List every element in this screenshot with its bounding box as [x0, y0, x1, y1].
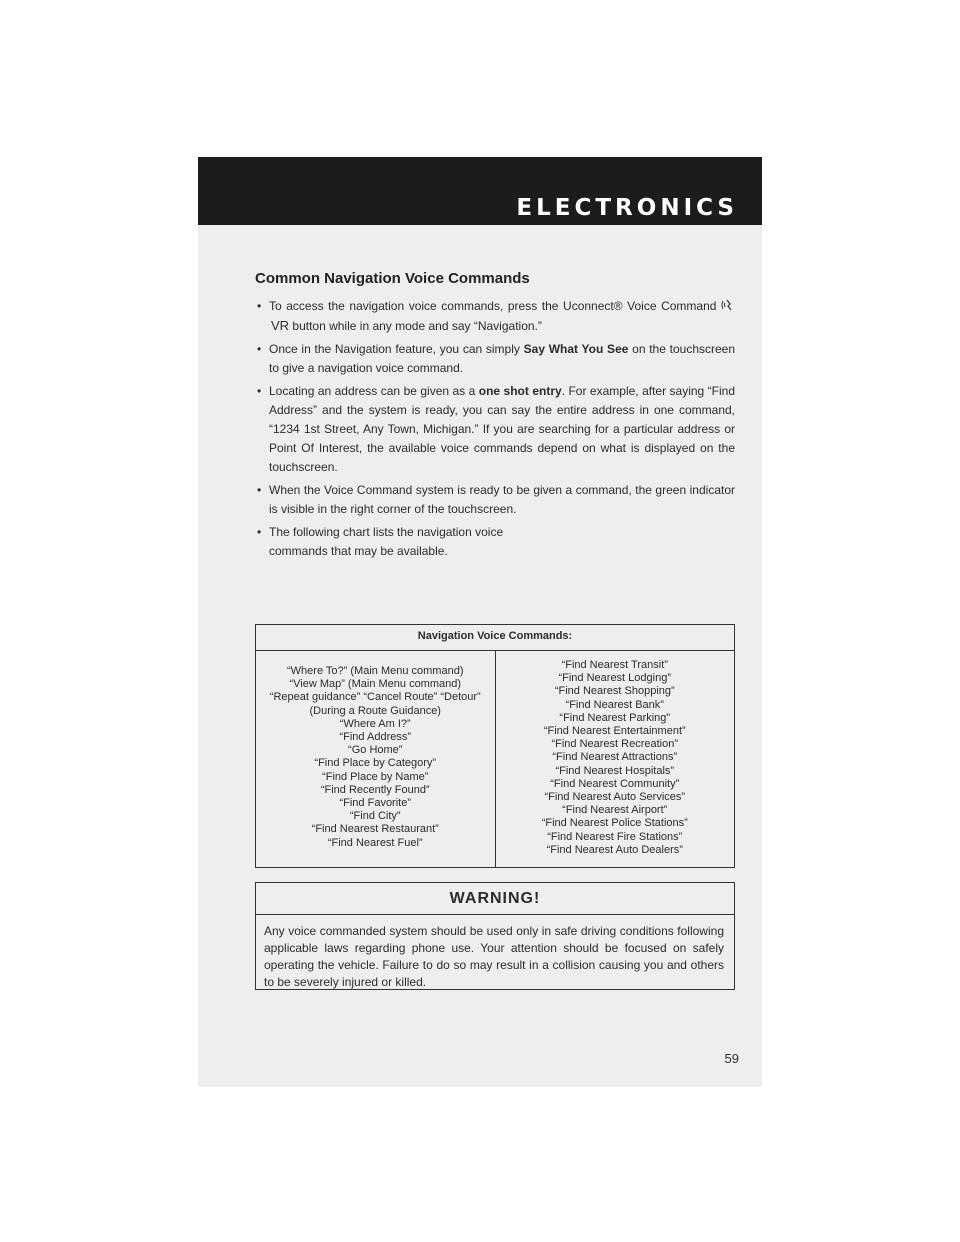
bullet-item: • To access the navigation voice commands, press the Uconnect® Voice Command VR button while in any mode and say “Navigation.”	[255, 297, 735, 336]
command-item: “Find Nearest Recreation”	[551, 738, 679, 751]
command-item: “Go Home”	[348, 744, 403, 757]
bullet-item: • The following chart lists the navigation voice commands that may be available.	[255, 523, 529, 561]
command-item: “Repeat guidance” “Cancel Route” “Detour”	[269, 691, 481, 704]
command-item: “Find Favorite”	[339, 797, 412, 810]
command-item: (During a Route Guidance)	[309, 704, 441, 717]
command-item: “Find Nearest Fuel”	[327, 836, 423, 849]
command-item: “Find City”	[349, 810, 401, 823]
table-header: Navigation Voice Commands:	[256, 625, 735, 651]
commands-column-right	[495, 651, 735, 868]
command-item: “Find Nearest Parking”	[559, 711, 671, 724]
section-label: ELECTRONICS	[516, 195, 738, 221]
command-item: “Find Nearest Fire Stations”	[547, 830, 683, 843]
command-item: “Find Place by Name”	[322, 770, 429, 783]
commands-column-left	[256, 651, 496, 868]
bullet-item: • Once in the Navigation feature, you can simply Say What You See on the touchscreen to give a navigation voice command.	[255, 340, 735, 378]
command-item: “Find Recently Found”	[320, 783, 430, 796]
command-item: “Find Place by Category”	[314, 757, 437, 770]
warning-title: WARNING!	[256, 883, 734, 915]
command-item: “Find Nearest Police Stations”	[541, 817, 688, 830]
command-item: “Find Nearest Bank”	[565, 698, 664, 711]
command-item: “Find Address”	[339, 731, 412, 744]
command-item: “Find Nearest Transit”	[561, 659, 668, 671]
command-item: “View Map” (Main Menu command)	[289, 678, 462, 691]
manual-page	[198, 157, 762, 1087]
bullet-item: • Locating an address can be given as a one shot entry. For example, after saying “Find Address” and the system is ready, you can say the entire address in one command, “1234 1st Street, Any Town, Michigan.” If you are searching for a particular address or Point Of Interest, the available voice commands depend on what is displayed on the touchscreen.	[255, 382, 735, 477]
page-number: 59	[724, 1051, 739, 1066]
header-bar	[198, 157, 762, 225]
command-item: “Find Nearest Entertainment”	[543, 725, 686, 738]
command-item: “Find Nearest Community”	[550, 777, 680, 790]
content	[255, 270, 735, 565]
command-item: “Where To?” (Main Menu command)	[287, 665, 464, 677]
command-item: “Find Nearest Auto Services”	[544, 791, 686, 804]
vr-label: VR	[271, 318, 290, 333]
command-item: “Find Nearest Restaurant”	[311, 823, 439, 836]
command-item: “Find Nearest Shopping”	[554, 685, 675, 698]
command-item: “Find Nearest Hospitals”	[555, 764, 675, 777]
warning-box	[255, 882, 735, 990]
bullet-item: • When the Voice Command system is ready to be given a command, the green indicator is visible in the right corner of the touchscreen.	[255, 481, 735, 519]
voice-commands-table	[255, 624, 735, 868]
voice-command-icon	[721, 298, 735, 312]
command-item: “Find Nearest Attractions”	[552, 751, 678, 764]
command-item: “Find Nearest Airport”	[562, 804, 668, 817]
bullet-list	[255, 297, 735, 561]
command-item: “Find Nearest Auto Dealers”	[546, 843, 683, 856]
command-item: “Where Am I?”	[339, 717, 411, 730]
section-heading: Common Navigation Voice Commands	[255, 270, 530, 287]
command-item: “Find Nearest Lodging”	[558, 672, 671, 685]
warning-text: Any voice commanded system should be used only in safe driving conditions following applicable laws regarding phone use. Your attention should be focused on safely operating the vehicle. Failure to do so may result in a collision causing you and others to be severely injured or killed.	[264, 924, 724, 989]
